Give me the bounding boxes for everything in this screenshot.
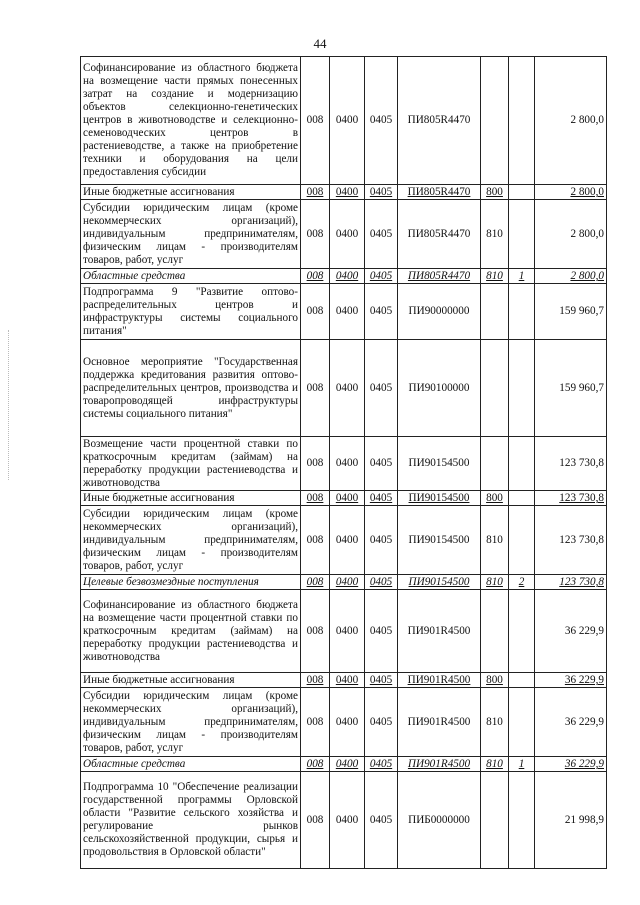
row-name: Иные бюджетные ассигнования bbox=[81, 673, 301, 688]
table-row bbox=[81, 340, 607, 437]
cell-section: 0400 bbox=[330, 284, 365, 340]
cell-target-article: ПИ805R4470 bbox=[398, 269, 481, 284]
cell-subsection: 0405 bbox=[365, 673, 398, 688]
cell-subsection: 0405 bbox=[365, 688, 398, 757]
cell-source: 1 bbox=[509, 757, 535, 772]
table-row bbox=[81, 506, 607, 575]
table-row bbox=[81, 575, 607, 590]
cell-expense-type: 800 bbox=[481, 185, 509, 200]
cell-amount: 2 800,0 bbox=[535, 269, 607, 284]
row-name: Софинансирование из областного бюджета на возмещение части прямых понесенных затрат на создание и модернизацию объектов селекционно-генетических центров в животноводстве и селекционно-семеноводческих центров в растениеводстве, а также на приобретение техники и оборудования на цели предоставления субсидии bbox=[81, 57, 301, 185]
cell-subsection: 0405 bbox=[365, 772, 398, 869]
cell-amount: 36 229,9 bbox=[535, 688, 607, 757]
cell-target-article: ПИ805R4470 bbox=[398, 57, 481, 185]
cell-section: 0400 bbox=[330, 269, 365, 284]
cell-source bbox=[509, 284, 535, 340]
row-name: Областные средства bbox=[81, 757, 301, 772]
cell-grbs: 008 bbox=[301, 185, 330, 200]
cell-expense-type: 810 bbox=[481, 506, 509, 575]
cell-source bbox=[509, 185, 535, 200]
margin-mark bbox=[8, 330, 10, 480]
cell-target-article: ПИ901R4500 bbox=[398, 590, 481, 673]
cell-source: 1 bbox=[509, 269, 535, 284]
cell-amount: 2 800,0 bbox=[535, 185, 607, 200]
cell-expense-type bbox=[481, 340, 509, 437]
cell-section: 0400 bbox=[330, 590, 365, 673]
cell-target-article: ПИ90000000 bbox=[398, 284, 481, 340]
cell-subsection: 0405 bbox=[365, 57, 398, 185]
cell-grbs: 008 bbox=[301, 57, 330, 185]
row-name: Иные бюджетные ассигнования bbox=[81, 185, 301, 200]
row-name: Основное мероприятие "Государственная поддержка кредитования развития оптово-распределительных центров, производства и товаропроводящей инфраструктуры системы социального питания" bbox=[81, 340, 301, 437]
cell-amount: 2 800,0 bbox=[535, 200, 607, 269]
cell-grbs: 008 bbox=[301, 575, 330, 590]
row-name: Софинансирование из областного бюджета на возмещение части процентной ставки по краткосрочным кредитам (займам) на переработку продукции растениеводства и животноводства bbox=[81, 590, 301, 673]
cell-grbs: 008 bbox=[301, 673, 330, 688]
cell-section: 0400 bbox=[330, 185, 365, 200]
cell-subsection: 0405 bbox=[365, 491, 398, 506]
cell-amount: 123 730,8 bbox=[535, 575, 607, 590]
cell-amount: 2 800,0 bbox=[535, 57, 607, 185]
cell-subsection: 0405 bbox=[365, 590, 398, 673]
cell-expense-type bbox=[481, 57, 509, 185]
table-row bbox=[81, 284, 607, 340]
cell-amount: 123 730,8 bbox=[535, 491, 607, 506]
cell-expense-type: 810 bbox=[481, 200, 509, 269]
cell-section: 0400 bbox=[330, 757, 365, 772]
row-name: Областные средства bbox=[81, 269, 301, 284]
cell-target-article: ПИ805R4470 bbox=[398, 185, 481, 200]
cell-subsection: 0405 bbox=[365, 340, 398, 437]
cell-target-article: ПИ901R4500 bbox=[398, 688, 481, 757]
cell-section: 0400 bbox=[330, 506, 365, 575]
cell-target-article: ПИ90154500 bbox=[398, 437, 481, 491]
table-row bbox=[81, 269, 607, 284]
table-row bbox=[81, 688, 607, 757]
cell-grbs: 008 bbox=[301, 491, 330, 506]
cell-source: 2 bbox=[509, 575, 535, 590]
cell-source bbox=[509, 688, 535, 757]
cell-subsection: 0405 bbox=[365, 575, 398, 590]
cell-amount: 123 730,8 bbox=[535, 437, 607, 491]
cell-expense-type: 800 bbox=[481, 491, 509, 506]
table-row bbox=[81, 590, 607, 673]
budget-table bbox=[80, 56, 607, 869]
cell-target-article: ПИ805R4470 bbox=[398, 200, 481, 269]
cell-section: 0400 bbox=[330, 688, 365, 757]
cell-source bbox=[509, 437, 535, 491]
table-row bbox=[81, 200, 607, 269]
row-name: Подпрограмма 10 "Обеспечение реализации государственной программы Орловской области "Развитие сельского хозяйства и регулирование рынков сельскохозяйственной продукции, сырья и продовольствия в Орловской области" bbox=[81, 772, 301, 869]
cell-grbs: 008 bbox=[301, 590, 330, 673]
cell-section: 0400 bbox=[330, 772, 365, 869]
cell-source bbox=[509, 340, 535, 437]
cell-grbs: 008 bbox=[301, 506, 330, 575]
row-name: Возмещение части процентной ставки по краткосрочным кредитам (займам) на переработку продукции растениеводства и животноводства bbox=[81, 437, 301, 491]
cell-source bbox=[509, 491, 535, 506]
cell-amount: 36 229,9 bbox=[535, 757, 607, 772]
cell-target-article: ПИ90100000 bbox=[398, 340, 481, 437]
cell-section: 0400 bbox=[330, 491, 365, 506]
cell-source bbox=[509, 200, 535, 269]
row-name: Субсидии юридическим лицам (кроме некоммерческих организаций), индивидуальным предпринимателям, физическим лицам - производителям товаров, работ, услуг bbox=[81, 506, 301, 575]
cell-amount: 123 730,8 bbox=[535, 506, 607, 575]
cell-grbs: 008 bbox=[301, 340, 330, 437]
cell-amount: 36 229,9 bbox=[535, 673, 607, 688]
cell-expense-type bbox=[481, 437, 509, 491]
cell-source bbox=[509, 57, 535, 185]
cell-amount: 21 998,9 bbox=[535, 772, 607, 869]
table-row bbox=[81, 185, 607, 200]
cell-grbs: 008 bbox=[301, 772, 330, 869]
row-name: Субсидии юридическим лицам (кроме некоммерческих организаций), индивидуальным предпринимателям, физическим лицам - производителям товаров, работ, услуг bbox=[81, 688, 301, 757]
cell-section: 0400 bbox=[330, 57, 365, 185]
cell-expense-type: 810 bbox=[481, 757, 509, 772]
cell-source bbox=[509, 590, 535, 673]
cell-expense-type: 810 bbox=[481, 269, 509, 284]
cell-amount: 36 229,9 bbox=[535, 590, 607, 673]
cell-target-article: ПИ901R4500 bbox=[398, 673, 481, 688]
cell-source bbox=[509, 772, 535, 869]
cell-expense-type bbox=[481, 772, 509, 869]
cell-expense-type bbox=[481, 590, 509, 673]
cell-subsection: 0405 bbox=[365, 284, 398, 340]
table-row bbox=[81, 772, 607, 869]
cell-grbs: 008 bbox=[301, 269, 330, 284]
cell-amount: 159 960,7 bbox=[535, 340, 607, 437]
cell-grbs: 008 bbox=[301, 284, 330, 340]
cell-grbs: 008 bbox=[301, 688, 330, 757]
table-row bbox=[81, 57, 607, 185]
cell-target-article: ПИ90154500 bbox=[398, 575, 481, 590]
cell-subsection: 0405 bbox=[365, 506, 398, 575]
cell-section: 0400 bbox=[330, 340, 365, 437]
cell-grbs: 008 bbox=[301, 757, 330, 772]
cell-section: 0400 bbox=[330, 673, 365, 688]
cell-section: 0400 bbox=[330, 200, 365, 269]
cell-expense-type: 810 bbox=[481, 575, 509, 590]
cell-source bbox=[509, 673, 535, 688]
cell-expense-type: 810 bbox=[481, 688, 509, 757]
table-row bbox=[81, 491, 607, 506]
cell-grbs: 008 bbox=[301, 437, 330, 491]
cell-source bbox=[509, 506, 535, 575]
cell-target-article: ПИ901R4500 bbox=[398, 757, 481, 772]
page-number: 44 bbox=[313, 36, 327, 51]
cell-subsection: 0405 bbox=[365, 185, 398, 200]
cell-expense-type bbox=[481, 284, 509, 340]
cell-subsection: 0405 bbox=[365, 269, 398, 284]
row-name: Целевые безвозмездные поступления bbox=[81, 575, 301, 590]
cell-section: 0400 bbox=[330, 437, 365, 491]
table-row bbox=[81, 757, 607, 772]
table-row bbox=[81, 673, 607, 688]
cell-expense-type: 800 bbox=[481, 673, 509, 688]
cell-subsection: 0405 bbox=[365, 757, 398, 772]
cell-grbs: 008 bbox=[301, 200, 330, 269]
cell-target-article: ПИБ0000000 bbox=[398, 772, 481, 869]
cell-target-article: ПИ90154500 bbox=[398, 506, 481, 575]
row-name: Подпрограмма 9 "Развитие оптово-распределительных центров и инфраструктуры системы социального питания" bbox=[81, 284, 301, 340]
row-name: Субсидии юридическим лицам (кроме некоммерческих организаций), индивидуальным предпринимателям, физическим лицам - производителям товаров, работ, услуг bbox=[81, 200, 301, 269]
table-row bbox=[81, 437, 607, 491]
cell-amount: 159 960,7 bbox=[535, 284, 607, 340]
cell-subsection: 0405 bbox=[365, 437, 398, 491]
cell-target-article: ПИ90154500 bbox=[398, 491, 481, 506]
cell-subsection: 0405 bbox=[365, 200, 398, 269]
cell-section: 0400 bbox=[330, 575, 365, 590]
row-name: Иные бюджетные ассигнования bbox=[81, 491, 301, 506]
